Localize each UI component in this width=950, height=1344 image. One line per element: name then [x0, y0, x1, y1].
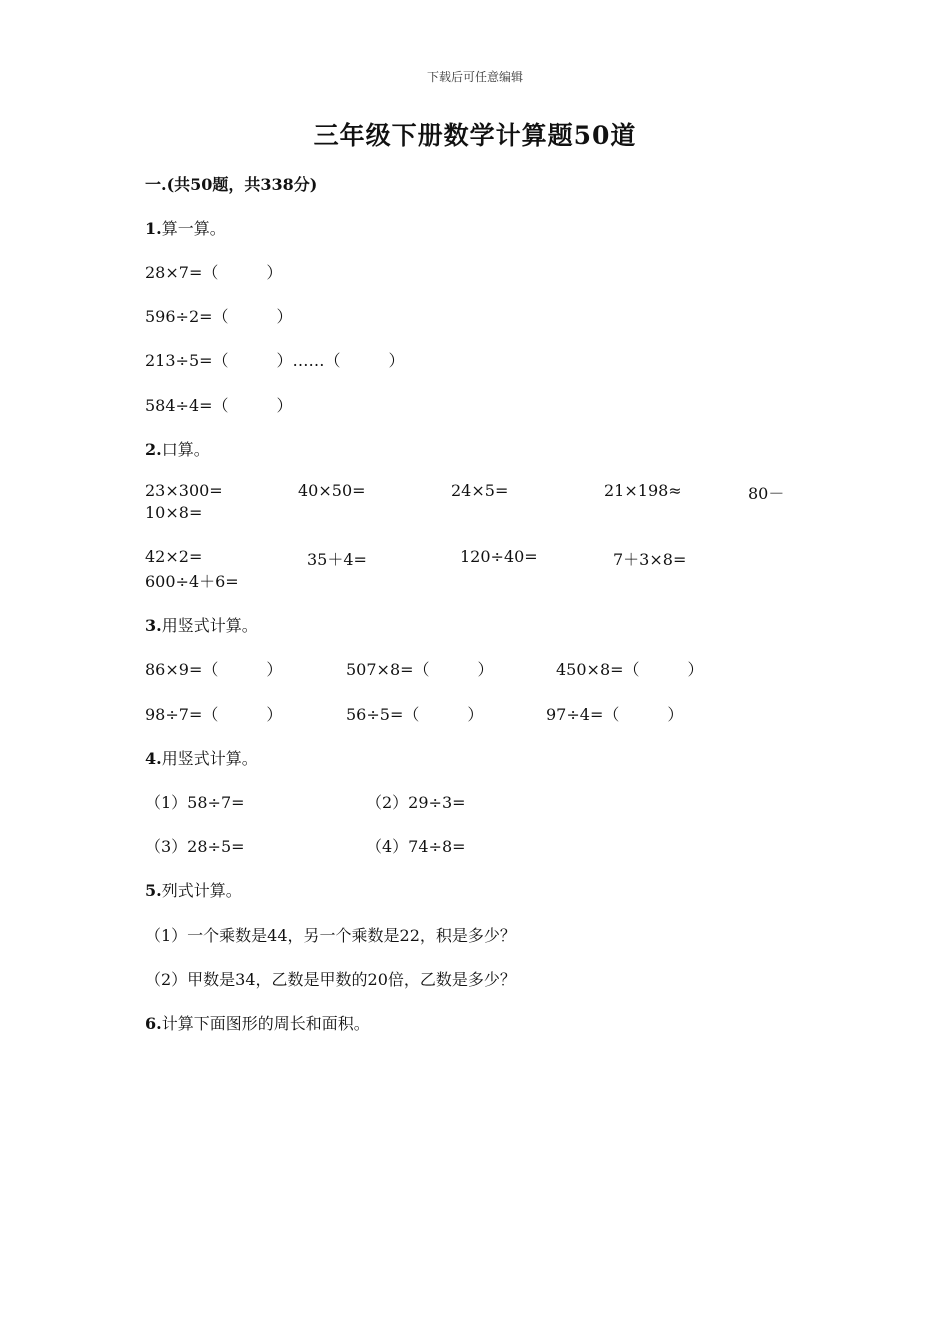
q3-item: 86×9=（ ）	[145, 660, 283, 679]
question-2-heading	[145, 437, 210, 460]
question-number: 6.	[145, 1014, 162, 1033]
document-title: 三年级下册数学计算题50道	[313, 121, 637, 150]
question-4-heading	[145, 746, 258, 769]
question-number: 4.	[145, 749, 162, 768]
q2-item: 600÷4＋6=	[145, 572, 239, 591]
question-text: 口算。	[161, 440, 210, 459]
question-5-heading	[145, 878, 242, 901]
q2-item: 10×8=	[145, 503, 203, 522]
question-number: 5.	[145, 881, 162, 900]
question-text: 用竖式计算。	[161, 749, 258, 768]
q4-item: （3）28÷5=	[145, 837, 245, 856]
question-3-heading	[145, 613, 258, 636]
q3-item: 56÷5=（ ）	[346, 705, 484, 724]
q2-item: 120÷40=	[460, 547, 538, 566]
question-number: 2.	[145, 440, 162, 459]
q2-item: 42×2=	[145, 547, 203, 566]
question-text: 用竖式计算。	[161, 616, 258, 635]
question-text: 计算下面图形的周长和面积。	[161, 1014, 370, 1033]
q2-item: 24×5=	[451, 481, 509, 500]
q5-item: （1）一个乘数是44，另一个乘数是22，积是多少？	[145, 926, 516, 945]
q2-item: 7＋3×8=	[613, 550, 687, 569]
q2-item: 80－	[748, 484, 785, 503]
q1-item: 28×7=（ ）	[145, 263, 283, 282]
question-number: 1.	[145, 219, 162, 238]
q2-item: 35＋4=	[307, 550, 367, 569]
q4-item: （4）74÷8=	[366, 837, 466, 856]
question-number: 3.	[145, 616, 162, 635]
section-heading: 一.(共50题，共338分)	[145, 175, 318, 194]
question-text: 算一算。	[161, 219, 226, 238]
q3-item: 450×8=（ ）	[556, 660, 704, 679]
question-text: 列式计算。	[161, 881, 242, 900]
q3-item: 507×8=（ ）	[346, 660, 494, 679]
q3-item: 97÷4=（ ）	[546, 705, 684, 724]
question-1-heading	[145, 216, 226, 239]
q1-item: 584÷4=（ ）	[145, 396, 293, 415]
question-6-heading	[145, 1011, 370, 1034]
header-note: 下载后可任意编辑	[426, 70, 523, 84]
q2-item: 40×50=	[298, 481, 366, 500]
q2-item: 21×198≈	[604, 481, 682, 500]
q1-item: 596÷2=（ ）	[145, 307, 293, 326]
q4-item: （1）58÷7=	[145, 793, 245, 812]
q5-item: （2）甲数是34，乙数是甲数的20倍，乙数是多少？	[145, 970, 516, 989]
q4-item: （2）29÷3=	[366, 793, 466, 812]
q1-item: 213÷5=（ ）……（ ）	[145, 351, 405, 370]
q2-item: 23×300=	[145, 481, 223, 500]
q3-item: 98÷7=（ ）	[145, 705, 283, 724]
